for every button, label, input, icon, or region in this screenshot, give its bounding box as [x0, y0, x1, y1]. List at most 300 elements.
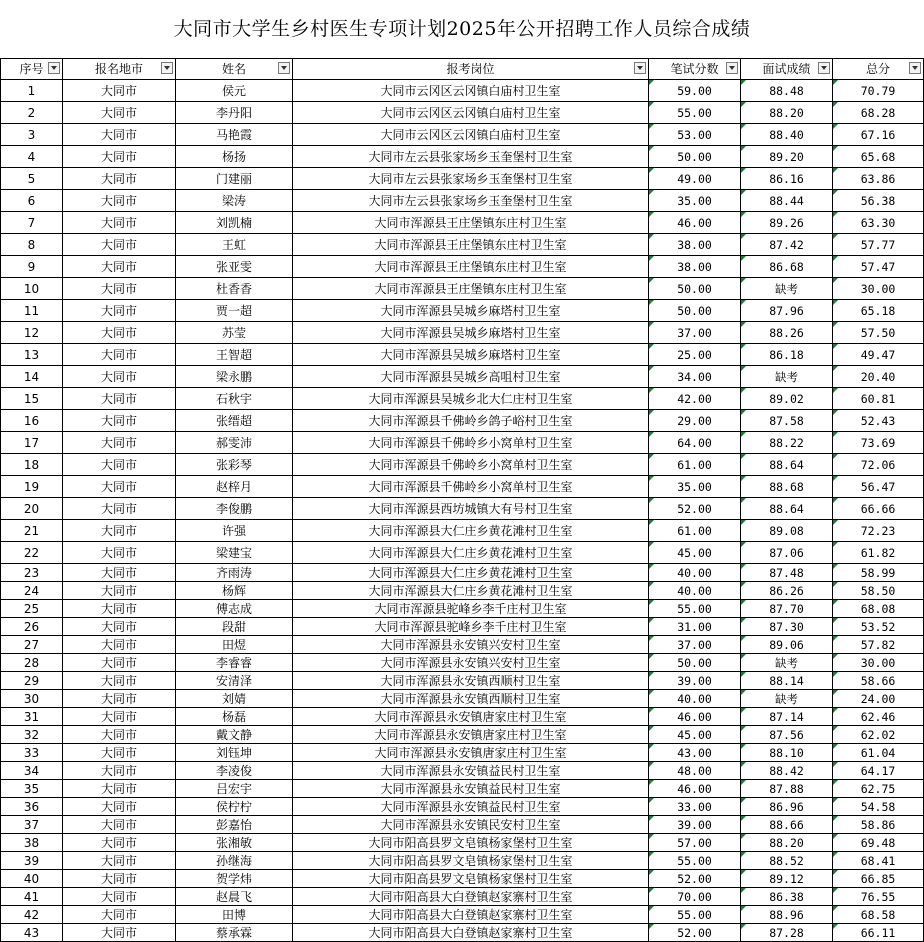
cell-interview[interactable]: 89.20	[741, 146, 833, 168]
cell-name[interactable]: 安清泽	[176, 672, 293, 690]
cell-post[interactable]: 大同市阳高县大白登镇赵家寨村卫生室	[293, 906, 649, 924]
cell-interview[interactable]: 87.58	[741, 410, 833, 432]
cell-name[interactable]: 蔡承霖	[176, 924, 293, 942]
cell-interview[interactable]: 88.64	[741, 454, 833, 476]
cell-total[interactable]: 66.11	[833, 924, 924, 942]
cell-name[interactable]: 侯元	[176, 80, 293, 102]
cell-written[interactable]: 33.00	[649, 798, 741, 816]
cell-city[interactable]: 大同市	[63, 212, 176, 234]
cell-interview[interactable]: 88.10	[741, 744, 833, 762]
cell-post[interactable]: 大同市阳高县罗文皂镇杨家堡村卫生室	[293, 852, 649, 870]
cell-post[interactable]: 大同市云冈区云冈镇白庙村卫生室	[293, 102, 649, 124]
cell-city[interactable]: 大同市	[63, 636, 176, 654]
cell-name[interactable]: 张彩琴	[176, 454, 293, 476]
cell-post[interactable]: 大同市浑源县大仁庄乡黄花滩村卫生室	[293, 520, 649, 542]
cell-interview[interactable]: 缺考	[741, 690, 833, 708]
cell-written[interactable]: 50.00	[649, 300, 741, 322]
cell-written[interactable]: 46.00	[649, 780, 741, 798]
cell-post[interactable]: 大同市浑源县永安镇益民村卫生室	[293, 762, 649, 780]
cell-total[interactable]: 69.48	[833, 834, 924, 852]
cell-written[interactable]: 48.00	[649, 762, 741, 780]
cell-no[interactable]: 21	[1, 520, 63, 542]
cell-interview[interactable]: 缺考	[741, 278, 833, 300]
cell-written[interactable]: 55.00	[649, 600, 741, 618]
cell-name[interactable]: 门建丽	[176, 168, 293, 190]
cell-no[interactable]: 36	[1, 798, 63, 816]
cell-post[interactable]: 大同市左云县张家场乡玉奎堡村卫生室	[293, 190, 649, 212]
cell-written[interactable]: 46.00	[649, 708, 741, 726]
cell-written[interactable]: 45.00	[649, 542, 741, 564]
cell-post[interactable]: 大同市浑源县永安镇西顺村卫生室	[293, 690, 649, 708]
cell-written[interactable]: 37.00	[649, 322, 741, 344]
cell-no[interactable]: 7	[1, 212, 63, 234]
cell-name[interactable]: 杨扬	[176, 146, 293, 168]
cell-total[interactable]: 57.77	[833, 234, 924, 256]
cell-total[interactable]: 68.28	[833, 102, 924, 124]
cell-city[interactable]: 大同市	[63, 618, 176, 636]
cell-total[interactable]: 57.47	[833, 256, 924, 278]
cell-no[interactable]: 28	[1, 654, 63, 672]
cell-written[interactable]: 39.00	[649, 816, 741, 834]
cell-written[interactable]: 38.00	[649, 234, 741, 256]
cell-interview[interactable]: 86.96	[741, 798, 833, 816]
cell-post[interactable]: 大同市浑源县大仁庄乡黄花滩村卫生室	[293, 542, 649, 564]
cell-interview[interactable]: 87.30	[741, 618, 833, 636]
cell-no[interactable]: 39	[1, 852, 63, 870]
cell-no[interactable]: 25	[1, 600, 63, 618]
cell-city[interactable]: 大同市	[63, 432, 176, 454]
cell-no[interactable]: 32	[1, 726, 63, 744]
cell-name[interactable]: 侯柠柠	[176, 798, 293, 816]
cell-written[interactable]: 50.00	[649, 654, 741, 672]
cell-total[interactable]: 62.75	[833, 780, 924, 798]
cell-no[interactable]: 12	[1, 322, 63, 344]
cell-total[interactable]: 57.50	[833, 322, 924, 344]
cell-interview[interactable]: 88.26	[741, 322, 833, 344]
cell-post[interactable]: 大同市浑源县大仁庄乡黄花滩村卫生室	[293, 582, 649, 600]
cell-post[interactable]: 大同市浑源县永安镇兴安村卫生室	[293, 654, 649, 672]
cell-interview[interactable]: 86.38	[741, 888, 833, 906]
cell-total[interactable]: 61.04	[833, 744, 924, 762]
cell-city[interactable]: 大同市	[63, 124, 176, 146]
cell-total[interactable]: 56.47	[833, 476, 924, 498]
cell-no[interactable]: 37	[1, 816, 63, 834]
cell-name[interactable]: 孙继海	[176, 852, 293, 870]
cell-interview[interactable]: 87.88	[741, 780, 833, 798]
cell-written[interactable]: 50.00	[649, 146, 741, 168]
cell-total[interactable]: 68.08	[833, 600, 924, 618]
cell-city[interactable]: 大同市	[63, 322, 176, 344]
cell-post[interactable]: 大同市浑源县千佛岭乡鸽子峪村卫生室	[293, 410, 649, 432]
filter-dropdown-icon[interactable]	[818, 62, 830, 74]
filter-dropdown-icon[interactable]	[634, 62, 646, 74]
cell-name[interactable]: 田博	[176, 906, 293, 924]
cell-no[interactable]: 5	[1, 168, 63, 190]
cell-written[interactable]: 70.00	[649, 888, 741, 906]
cell-no[interactable]: 10	[1, 278, 63, 300]
cell-interview[interactable]: 88.42	[741, 762, 833, 780]
cell-total[interactable]: 54.58	[833, 798, 924, 816]
cell-post[interactable]: 大同市浑源县王庄堡镇东庄村卫生室	[293, 278, 649, 300]
cell-no[interactable]: 42	[1, 906, 63, 924]
cell-city[interactable]: 大同市	[63, 102, 176, 124]
cell-written[interactable]: 64.00	[649, 432, 741, 454]
cell-written[interactable]: 52.00	[649, 870, 741, 888]
cell-name[interactable]: 石秋宇	[176, 388, 293, 410]
cell-city[interactable]: 大同市	[63, 146, 176, 168]
cell-name[interactable]: 刘凯楠	[176, 212, 293, 234]
cell-written[interactable]: 55.00	[649, 906, 741, 924]
cell-written[interactable]: 40.00	[649, 582, 741, 600]
cell-written[interactable]: 52.00	[649, 498, 741, 520]
cell-city[interactable]: 大同市	[63, 852, 176, 870]
cell-city[interactable]: 大同市	[63, 564, 176, 582]
cell-total[interactable]: 72.06	[833, 454, 924, 476]
cell-total[interactable]: 49.47	[833, 344, 924, 366]
cell-written[interactable]: 38.00	[649, 256, 741, 278]
cell-city[interactable]: 大同市	[63, 256, 176, 278]
cell-interview[interactable]: 87.28	[741, 924, 833, 942]
cell-interview[interactable]: 87.42	[741, 234, 833, 256]
cell-city[interactable]: 大同市	[63, 520, 176, 542]
cell-post[interactable]: 大同市浑源县西坊城镇大有号村卫生室	[293, 498, 649, 520]
cell-name[interactable]: 马艳霞	[176, 124, 293, 146]
cell-no[interactable]: 30	[1, 690, 63, 708]
cell-no[interactable]: 6	[1, 190, 63, 212]
cell-total[interactable]: 30.00	[833, 654, 924, 672]
cell-post[interactable]: 大同市浑源县永安镇唐家庄村卫生室	[293, 744, 649, 762]
cell-post[interactable]: 大同市浑源县千佛岭乡小窝单村卫生室	[293, 454, 649, 476]
cell-interview[interactable]: 87.48	[741, 564, 833, 582]
cell-no[interactable]: 1	[1, 80, 63, 102]
cell-no[interactable]: 27	[1, 636, 63, 654]
cell-name[interactable]: 杨磊	[176, 708, 293, 726]
cell-post[interactable]: 大同市左云县张家场乡玉奎堡村卫生室	[293, 146, 649, 168]
cell-city[interactable]: 大同市	[63, 366, 176, 388]
cell-name[interactable]: 杜香香	[176, 278, 293, 300]
cell-total[interactable]: 61.82	[833, 542, 924, 564]
cell-total[interactable]: 72.23	[833, 520, 924, 542]
cell-interview[interactable]: 88.64	[741, 498, 833, 520]
cell-interview[interactable]: 88.14	[741, 672, 833, 690]
cell-name[interactable]: 许强	[176, 520, 293, 542]
cell-city[interactable]: 大同市	[63, 798, 176, 816]
cell-total[interactable]: 58.86	[833, 816, 924, 834]
cell-no[interactable]: 13	[1, 344, 63, 366]
cell-post[interactable]: 大同市浑源县千佛岭乡小窝单村卫生室	[293, 432, 649, 454]
cell-interview[interactable]: 86.68	[741, 256, 833, 278]
cell-interview[interactable]: 89.26	[741, 212, 833, 234]
cell-post[interactable]: 大同市浑源县永安镇唐家庄村卫生室	[293, 708, 649, 726]
cell-city[interactable]: 大同市	[63, 278, 176, 300]
cell-interview[interactable]: 86.16	[741, 168, 833, 190]
cell-written[interactable]: 61.00	[649, 454, 741, 476]
cell-name[interactable]: 张湘敏	[176, 834, 293, 852]
cell-post[interactable]: 大同市浑源县吴城乡麻塔村卫生室	[293, 344, 649, 366]
cell-city[interactable]: 大同市	[63, 476, 176, 498]
cell-no[interactable]: 18	[1, 454, 63, 476]
cell-name[interactable]: 齐雨涛	[176, 564, 293, 582]
cell-interview[interactable]: 89.08	[741, 520, 833, 542]
cell-no[interactable]: 33	[1, 744, 63, 762]
cell-post[interactable]: 大同市浑源县驼峰乡李千庄村卫生室	[293, 600, 649, 618]
cell-total[interactable]: 70.79	[833, 80, 924, 102]
cell-total[interactable]: 30.00	[833, 278, 924, 300]
cell-name[interactable]: 张亚雯	[176, 256, 293, 278]
cell-name[interactable]: 段甜	[176, 618, 293, 636]
cell-total[interactable]: 60.81	[833, 388, 924, 410]
cell-total[interactable]: 56.38	[833, 190, 924, 212]
cell-city[interactable]: 大同市	[63, 762, 176, 780]
cell-interview[interactable]: 88.52	[741, 852, 833, 870]
cell-no[interactable]: 38	[1, 834, 63, 852]
cell-written[interactable]: 45.00	[649, 726, 741, 744]
cell-written[interactable]: 40.00	[649, 564, 741, 582]
cell-total[interactable]: 58.66	[833, 672, 924, 690]
cell-interview[interactable]: 88.20	[741, 834, 833, 852]
cell-written[interactable]: 29.00	[649, 410, 741, 432]
cell-total[interactable]: 57.82	[833, 636, 924, 654]
cell-name[interactable]: 赵晨飞	[176, 888, 293, 906]
cell-interview[interactable]: 87.56	[741, 726, 833, 744]
cell-interview[interactable]: 86.18	[741, 344, 833, 366]
cell-post[interactable]: 大同市阳高县大白登镇赵家寨村卫生室	[293, 924, 649, 942]
cell-city[interactable]: 大同市	[63, 834, 176, 852]
cell-no[interactable]: 19	[1, 476, 63, 498]
cell-city[interactable]: 大同市	[63, 300, 176, 322]
cell-city[interactable]: 大同市	[63, 410, 176, 432]
cell-interview[interactable]: 87.06	[741, 542, 833, 564]
cell-city[interactable]: 大同市	[63, 454, 176, 476]
cell-total[interactable]: 68.58	[833, 906, 924, 924]
cell-written[interactable]: 40.00	[649, 690, 741, 708]
cell-written[interactable]: 49.00	[649, 168, 741, 190]
cell-interview[interactable]: 87.96	[741, 300, 833, 322]
cell-city[interactable]: 大同市	[63, 888, 176, 906]
cell-city[interactable]: 大同市	[63, 924, 176, 942]
cell-post[interactable]: 大同市浑源县大仁庄乡黄花滩村卫生室	[293, 564, 649, 582]
cell-post[interactable]: 大同市浑源县吴城乡北大仁庄村卫生室	[293, 388, 649, 410]
cell-no[interactable]: 40	[1, 870, 63, 888]
cell-post[interactable]: 大同市阳高县罗文皂镇杨家堡村卫生室	[293, 870, 649, 888]
cell-written[interactable]: 43.00	[649, 744, 741, 762]
filter-dropdown-icon[interactable]	[48, 62, 60, 74]
cell-total[interactable]: 52.43	[833, 410, 924, 432]
cell-name[interactable]: 傅志成	[176, 600, 293, 618]
cell-no[interactable]: 24	[1, 582, 63, 600]
cell-post[interactable]: 大同市云冈区云冈镇白庙村卫生室	[293, 80, 649, 102]
cell-city[interactable]: 大同市	[63, 654, 176, 672]
cell-total[interactable]: 62.02	[833, 726, 924, 744]
cell-post[interactable]: 大同市浑源县王庄堡镇东庄村卫生室	[293, 234, 649, 256]
cell-no[interactable]: 17	[1, 432, 63, 454]
cell-name[interactable]: 王智超	[176, 344, 293, 366]
filter-dropdown-icon[interactable]	[726, 62, 738, 74]
cell-written[interactable]: 37.00	[649, 636, 741, 654]
cell-written[interactable]: 42.00	[649, 388, 741, 410]
cell-name[interactable]: 贺学炜	[176, 870, 293, 888]
cell-written[interactable]: 35.00	[649, 190, 741, 212]
cell-no[interactable]: 3	[1, 124, 63, 146]
cell-interview[interactable]: 86.26	[741, 582, 833, 600]
cell-interview[interactable]: 88.96	[741, 906, 833, 924]
cell-total[interactable]: 65.18	[833, 300, 924, 322]
cell-city[interactable]: 大同市	[63, 744, 176, 762]
cell-name[interactable]: 张缙超	[176, 410, 293, 432]
cell-city[interactable]: 大同市	[63, 906, 176, 924]
cell-written[interactable]: 46.00	[649, 212, 741, 234]
cell-city[interactable]: 大同市	[63, 190, 176, 212]
cell-no[interactable]: 26	[1, 618, 63, 636]
cell-city[interactable]: 大同市	[63, 708, 176, 726]
cell-written[interactable]: 35.00	[649, 476, 741, 498]
cell-city[interactable]: 大同市	[63, 498, 176, 520]
cell-city[interactable]: 大同市	[63, 80, 176, 102]
cell-post[interactable]: 大同市浑源县永安镇兴安村卫生室	[293, 636, 649, 654]
cell-name[interactable]: 刘钰坤	[176, 744, 293, 762]
cell-written[interactable]: 55.00	[649, 852, 741, 870]
cell-written[interactable]: 59.00	[649, 80, 741, 102]
cell-name[interactable]: 戴文静	[176, 726, 293, 744]
filter-dropdown-icon[interactable]	[278, 62, 290, 74]
cell-interview[interactable]: 88.66	[741, 816, 833, 834]
cell-interview[interactable]: 89.02	[741, 388, 833, 410]
cell-no[interactable]: 23	[1, 564, 63, 582]
cell-written[interactable]: 34.00	[649, 366, 741, 388]
cell-written[interactable]: 39.00	[649, 672, 741, 690]
cell-city[interactable]: 大同市	[63, 600, 176, 618]
cell-city[interactable]: 大同市	[63, 726, 176, 744]
cell-written[interactable]: 25.00	[649, 344, 741, 366]
cell-post[interactable]: 大同市浑源县王庄堡镇东庄村卫生室	[293, 256, 649, 278]
cell-no[interactable]: 34	[1, 762, 63, 780]
cell-post[interactable]: 大同市浑源县永安镇唐家庄村卫生室	[293, 726, 649, 744]
cell-post[interactable]: 大同市浑源县永安镇益民村卫生室	[293, 798, 649, 816]
cell-post[interactable]: 大同市浑源县永安镇西顺村卫生室	[293, 672, 649, 690]
cell-name[interactable]: 李睿睿	[176, 654, 293, 672]
cell-total[interactable]: 63.30	[833, 212, 924, 234]
cell-post[interactable]: 大同市浑源县吴城乡麻塔村卫生室	[293, 322, 649, 344]
cell-post[interactable]: 大同市浑源县王庄堡镇东庄村卫生室	[293, 212, 649, 234]
cell-city[interactable]: 大同市	[63, 388, 176, 410]
cell-post[interactable]: 大同市阳高县大白登镇赵家寨村卫生室	[293, 888, 649, 906]
cell-interview[interactable]: 88.68	[741, 476, 833, 498]
cell-written[interactable]: 31.00	[649, 618, 741, 636]
cell-name[interactable]: 梁建宝	[176, 542, 293, 564]
cell-city[interactable]: 大同市	[63, 780, 176, 798]
cell-no[interactable]: 11	[1, 300, 63, 322]
cell-written[interactable]: 55.00	[649, 102, 741, 124]
cell-interview[interactable]: 87.14	[741, 708, 833, 726]
cell-name[interactable]: 李凌俊	[176, 762, 293, 780]
cell-no[interactable]: 20	[1, 498, 63, 520]
cell-name[interactable]: 郝雯沛	[176, 432, 293, 454]
cell-name[interactable]: 田煜	[176, 636, 293, 654]
cell-interview[interactable]: 88.22	[741, 432, 833, 454]
cell-total[interactable]: 62.46	[833, 708, 924, 726]
cell-no[interactable]: 41	[1, 888, 63, 906]
cell-written[interactable]: 52.00	[649, 924, 741, 942]
cell-post[interactable]: 大同市阳高县罗文皂镇杨家堡村卫生室	[293, 834, 649, 852]
cell-no[interactable]: 15	[1, 388, 63, 410]
cell-name[interactable]: 梁永鹏	[176, 366, 293, 388]
cell-interview[interactable]: 87.70	[741, 600, 833, 618]
cell-post[interactable]: 大同市浑源县千佛岭乡小窝单村卫生室	[293, 476, 649, 498]
cell-interview[interactable]: 88.20	[741, 102, 833, 124]
cell-city[interactable]: 大同市	[63, 542, 176, 564]
cell-no[interactable]: 8	[1, 234, 63, 256]
cell-interview[interactable]: 88.44	[741, 190, 833, 212]
cell-name[interactable]: 梁涛	[176, 190, 293, 212]
cell-total[interactable]: 63.86	[833, 168, 924, 190]
cell-city[interactable]: 大同市	[63, 582, 176, 600]
cell-no[interactable]: 29	[1, 672, 63, 690]
cell-post[interactable]: 大同市左云县张家场乡玉奎堡村卫生室	[293, 168, 649, 190]
cell-interview[interactable]: 89.06	[741, 636, 833, 654]
cell-no[interactable]: 9	[1, 256, 63, 278]
cell-name[interactable]: 王虹	[176, 234, 293, 256]
cell-interview[interactable]: 88.48	[741, 80, 833, 102]
cell-name[interactable]: 吕宏宇	[176, 780, 293, 798]
cell-name[interactable]: 李丹阳	[176, 102, 293, 124]
cell-no[interactable]: 14	[1, 366, 63, 388]
cell-city[interactable]: 大同市	[63, 344, 176, 366]
cell-total[interactable]: 53.52	[833, 618, 924, 636]
cell-total[interactable]: 67.16	[833, 124, 924, 146]
cell-interview[interactable]: 88.40	[741, 124, 833, 146]
filter-dropdown-icon[interactable]	[909, 62, 921, 74]
filter-dropdown-icon[interactable]	[161, 62, 173, 74]
cell-total[interactable]: 64.17	[833, 762, 924, 780]
cell-total[interactable]: 20.40	[833, 366, 924, 388]
cell-city[interactable]: 大同市	[63, 234, 176, 256]
cell-name[interactable]: 李俊鹏	[176, 498, 293, 520]
cell-total[interactable]: 24.00	[833, 690, 924, 708]
cell-written[interactable]: 61.00	[649, 520, 741, 542]
cell-total[interactable]: 65.68	[833, 146, 924, 168]
cell-interview[interactable]: 89.12	[741, 870, 833, 888]
cell-total[interactable]: 76.55	[833, 888, 924, 906]
cell-written[interactable]: 50.00	[649, 278, 741, 300]
cell-interview[interactable]: 缺考	[741, 366, 833, 388]
cell-name[interactable]: 杨辉	[176, 582, 293, 600]
cell-post[interactable]: 大同市浑源县永安镇民安村卫生室	[293, 816, 649, 834]
cell-city[interactable]: 大同市	[63, 672, 176, 690]
cell-no[interactable]: 16	[1, 410, 63, 432]
cell-post[interactable]: 大同市浑源县永安镇益民村卫生室	[293, 780, 649, 798]
cell-name[interactable]: 苏莹	[176, 322, 293, 344]
cell-city[interactable]: 大同市	[63, 690, 176, 708]
cell-written[interactable]: 57.00	[649, 834, 741, 852]
cell-total[interactable]: 66.85	[833, 870, 924, 888]
cell-no[interactable]: 4	[1, 146, 63, 168]
cell-no[interactable]: 43	[1, 924, 63, 942]
cell-city[interactable]: 大同市	[63, 168, 176, 190]
cell-no[interactable]: 31	[1, 708, 63, 726]
cell-name[interactable]: 贾一超	[176, 300, 293, 322]
cell-city[interactable]: 大同市	[63, 816, 176, 834]
cell-total[interactable]: 73.69	[833, 432, 924, 454]
cell-city[interactable]: 大同市	[63, 870, 176, 888]
cell-total[interactable]: 68.41	[833, 852, 924, 870]
cell-name[interactable]: 赵梓月	[176, 476, 293, 498]
cell-post[interactable]: 大同市云冈区云冈镇白庙村卫生室	[293, 124, 649, 146]
cell-no[interactable]: 35	[1, 780, 63, 798]
cell-interview[interactable]: 缺考	[741, 654, 833, 672]
cell-written[interactable]: 53.00	[649, 124, 741, 146]
cell-total[interactable]: 58.50	[833, 582, 924, 600]
cell-no[interactable]: 2	[1, 102, 63, 124]
